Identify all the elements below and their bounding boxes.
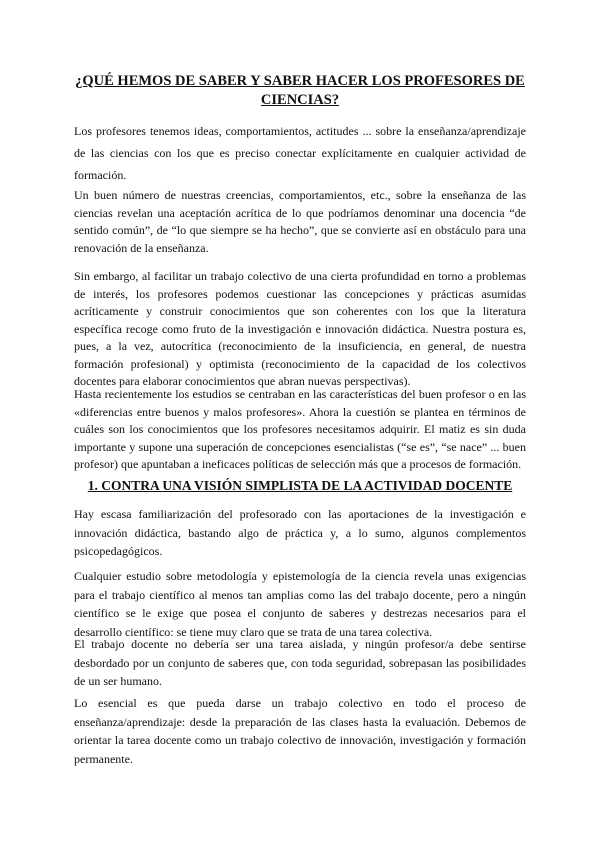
- section-paragraph-2: Cualquier estudio sobre metodología y epistemología de la ciencia revela unas exigencias para el trabajo científico al menos tan amplias como las del trabajo docente, pero a ningún científico se le exige que posea el conjunto de saberes y destrezas necesarios para el desarrollo científico: se tiene muy claro que se trata de una tarea colectiva.: [74, 569, 526, 639]
- paragraph-3: Sin embargo, al facilitar un trabajo colectivo de una cierta profundidad en torno a problemas de interés, los profesores podemos cuestionar las concepciones y prácticas asumidas acríticamente y construir conocimientos que son coherentes con los que la literatura específica recoge como fruto de la investigación e innovación didáctica. Nuestra postura es, pues, a la vez, autocrítica (reconocimiento de la insuficiencia, en general, de nuestra formación profesional) y optimista (reconocimiento de la capacidad de los colectivos docentes para elaborar conocimientos que abran nuevas perspectivas).: [74, 269, 526, 388]
- paragraph-4: Hasta recientemente los estudios se centraban en las características del buen profesor o en las «diferencias entre buenos y malos profesores». Ahora la cuestión se plantea en términos de cuáles son los conocimientos que los profesores necesitamos adquirir. El matiz es sin duda importante y supone una superación de concepciones esencialistas (“se es”, “se nace” ... buen profesor) que apuntaban a ineficaces políticas de selección más que a procesos de formación.: [74, 387, 526, 471]
- paragraph-1: Los profesores tenemos ideas, comportamientos, actitudes ... sobre la enseñanza/aprendizaje de las ciencias con los que es preciso conectar explícitamente en cualquier actividad de formación.: [74, 124, 526, 182]
- section-paragraph-3: El trabajo docente no debería ser una tarea aislada, y ningún profesor/a debe sentirse desbordado por un conjunto de saberes que, con toda seguridad, sobrepasan las posibilidades de un ser humano.: [74, 637, 526, 688]
- section-paragraph-4: Lo esencial es que pueda darse un trabajo colectivo en todo el proceso de enseñanza/aprendizaje: desde la preparación de las clases hasta la evaluación. Debemos de orientar la tarea docente como un trabajo colectivo de innovación, investigación y formación permanente.: [74, 696, 526, 766]
- section-heading: 1. CONTRA UNA VISIÓN SIMPLISTA DE LA ACTIVIDAD DOCENTE: [87, 478, 513, 493]
- document-title: ¿QUÉ HEMOS DE SABER Y SABER HACER LOS PROFESORES DE CIENCIAS?: [75, 73, 525, 108]
- paragraph-2: Un buen número de nuestras creencias, comportamientos, etc., sobre la enseñanza de las ciencias revelan una aceptación acrítica de lo que podríamos denominar una docencia “de sentido común”, de “lo que siempre se ha hecho”, que se convierte así en obstáculo para una renovación de la enseñanza.: [74, 188, 526, 255]
- section-paragraph-1: Hay escasa familiarización del profesorado con las aportaciones de la investigación e innovación didáctica, bastando algo de práctica y, a lo sumo, algunos complementos psicopedagógicos.: [74, 507, 526, 558]
